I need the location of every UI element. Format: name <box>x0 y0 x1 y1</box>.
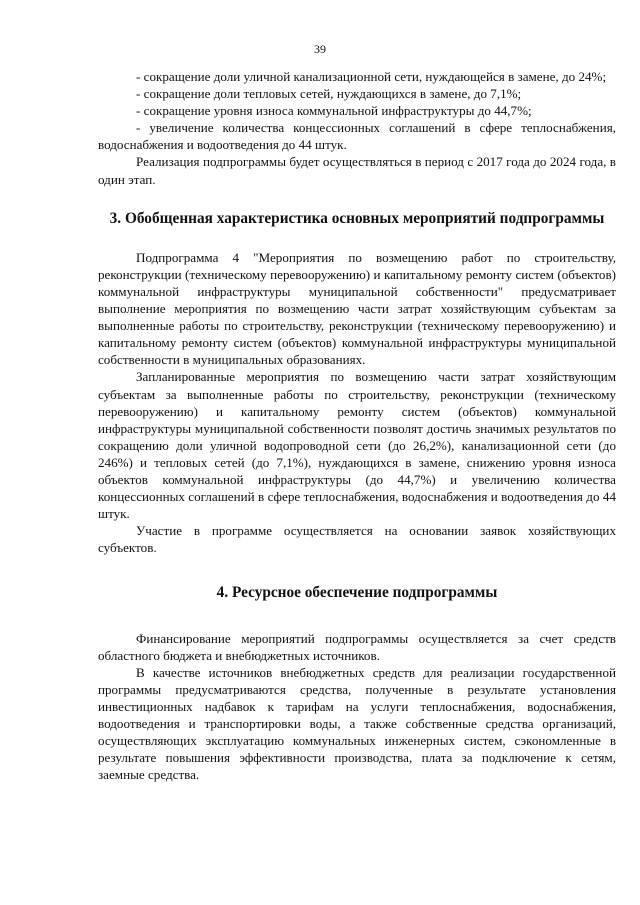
section-4-heading: 4. Ресурсное обеспечение подпрограммы <box>216 584 498 602</box>
section-3-paragraph: Подпрограмма 4 "Мероприятия по возмещению работ по строительству, реконструкции (техническому перевооружению) и капитальному ремонту систем (объектов) коммунальной инфраструктуры муниципальной собственности" предусматривает выполнение мероприятия по возмещению части затрат хозяйствующим субъектам за выполненные работы по строительству, реконструкции (техническому перевооружению) и капитальному ремонту систем (объектов) коммунальной инфраструктуры муниципальной собственности в муниципальных образованиях. <box>98 249 616 368</box>
section-4-paragraph: В качестве источников внебюджетных средств для реализации государственной программы предусматриваются средства, полученные в результате установления инвестиционных надбавок к тарифам на услуги теплоснабжения, водоснабжения, водоотведения и транспортировки воды, а также собственные средства организаций, осуществляющих эксплуатацию коммунальных инженерных систем, сэкономленные в результате повышения эффективности производства, плата за подключение к сетям, заемные средства. <box>98 664 616 783</box>
section-3-paragraph: Запланированные мероприятия по возмещению части затрат хозяйствующим субъектам за выполненные работы по строительству, реконструкции (техническому перевооружению) и капитальному ремонту систем (объектов) коммунальной инфраструктуры муниципальной собственности позволят достичь значимых результатов по сокращению доли уличной водопроводной сети (до 26,2%), канализационной сети (до 246%) и тепловых сетей (до 7,1%), нуждающихся в замене, снижению уровня износа объектов коммунальной инфраструктуры (до 44,7%) и увеличению количества концессионных соглашений в сфере теплоснабжения, водоснабжения и водоотведения до 44 штук. <box>98 369 616 522</box>
period-paragraph: Реализация подпрограммы будет осуществляться в период с 2017 года до 2024 года, в один этап. <box>98 154 616 187</box>
list-item: - сокращение доли уличной канализационной сети, нуждающейся в замене, до 24%; <box>136 69 607 84</box>
list-item: - увеличение количества концессионных соглашений в сфере теплоснабжения, водоснабжения и водоотведения до 44 штук. <box>98 120 616 153</box>
list-item: - сокращение доли тепловых сетей, нуждающихся в замене, до 7,1%; <box>136 86 522 102</box>
page-number: 39 <box>314 42 326 56</box>
section-3-paragraph: Участие в программе осуществляется на основании заявок хозяйствующих субъектов. <box>98 523 616 556</box>
document-body <box>98 68 616 783</box>
section-3-heading: 3. Обобщенная характеристика основных мероприятий подпрограммы <box>109 209 605 227</box>
list-item: - сокращение уровня износа коммунальной инфраструктуры до 44,7%; <box>136 103 532 119</box>
section-4-paragraph: Финансирование мероприятий подпрограммы осуществляется за счет средств областного бюджета и внебюджетных источников. <box>98 630 616 663</box>
